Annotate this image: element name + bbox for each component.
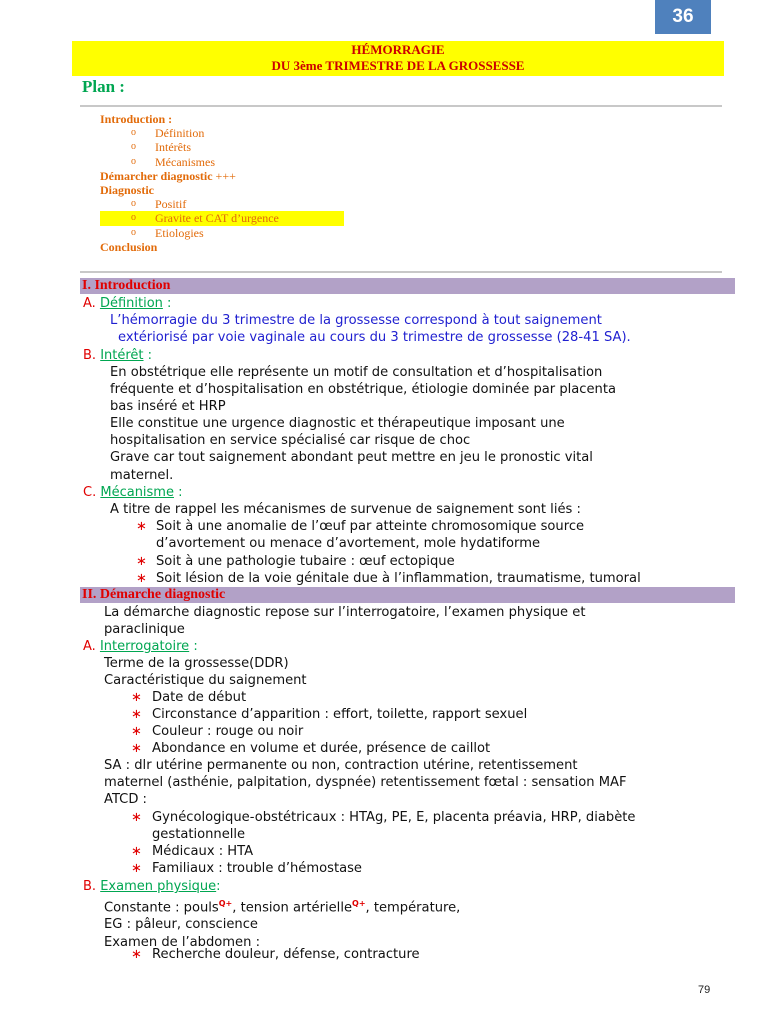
bullet-icon: o xyxy=(131,127,136,139)
asterisk-icon: ∗ xyxy=(131,707,142,722)
text-line: Elle constitue une urgence diagnostic et thérapeutique imposant une xyxy=(110,416,565,432)
divider xyxy=(80,105,722,107)
asterisk-icon: ∗ xyxy=(131,741,142,756)
subheading-interet xyxy=(83,347,152,364)
title-line-1: HÉMORRAGIE xyxy=(351,42,445,57)
toc-item-label: Intérêts xyxy=(155,140,191,155)
toc-diagnostic: Diagnostic xyxy=(100,183,154,198)
list-item: Date de début xyxy=(152,690,247,705)
subheading-name: Mécanisme xyxy=(100,485,174,500)
toc-item-label: Mécanismes xyxy=(155,154,215,169)
list-item xyxy=(152,809,635,843)
text-line: fréquente et d’hospitalisation en obstétrique, étiologie dominée par placenta xyxy=(110,382,617,398)
bullet-icon: o xyxy=(131,226,136,238)
subheading-letter: B. xyxy=(83,348,97,363)
section-heading-introduction: I. Introduction xyxy=(80,278,735,294)
toc-item xyxy=(100,226,344,240)
subheading-definition xyxy=(83,295,171,312)
toc-item-highlighted xyxy=(100,211,344,225)
section-heading-demarche: II. Démarche diagnostic xyxy=(80,587,735,603)
text-line: L’hémorragie du 3 trimestre de la grossesse correspond à tout saignement xyxy=(110,313,602,328)
text-line: Examen de l’abdomen : xyxy=(104,934,260,950)
subheading-name: Interrogatoire xyxy=(99,639,190,654)
text-line: EG : pâleur, conscience xyxy=(104,917,258,933)
list-item: Circonstance d’apparition : effort, toilette, rapport sexuel xyxy=(152,707,528,722)
page-badge: 36 xyxy=(655,0,711,34)
q-plus-mark: Q+ xyxy=(352,899,366,908)
list-item: Recherche douleur, défense, contracture xyxy=(152,947,420,962)
subheading-colon: : xyxy=(162,296,172,311)
divider xyxy=(80,271,722,273)
text-line: En obstétrique elle représente un motif de consultation et d’hospitalisation xyxy=(110,365,603,380)
asterisk-icon: ∗ xyxy=(131,690,142,705)
text-line: gestationnelle xyxy=(152,827,246,843)
asterisk-icon: ∗ xyxy=(131,810,142,825)
text-line: Gynécologique-obstétricaux : HTAg, PE, E, placenta préavia, HRP, diabète xyxy=(152,810,636,825)
asterisk-icon: ∗ xyxy=(131,861,142,876)
bullet-icon: o xyxy=(131,212,136,224)
subheading-letter: A. xyxy=(83,639,96,654)
toc-item-label: Gravite et CAT d’urgence xyxy=(155,211,279,226)
subheading-examen-physique xyxy=(83,878,221,895)
text-line: maternel. xyxy=(110,467,174,483)
title-banner xyxy=(72,41,724,76)
subheading-name: Définition xyxy=(99,296,163,311)
subheading-letter: C. xyxy=(83,485,97,500)
asterisk-icon: ∗ xyxy=(136,554,147,569)
asterisk-icon: ∗ xyxy=(136,571,147,586)
toc-item-label: Définition xyxy=(155,126,205,141)
text-fragment: , température, xyxy=(365,900,461,916)
text-line: Caractéristique du saignement xyxy=(104,673,307,689)
list-item: Soit à une pathologie tubaire : œuf ectopique xyxy=(156,554,455,569)
text-line: maternel (asthénie, palpitation, dyspnée) retentissement fœtal : sensation MAF xyxy=(104,775,627,791)
toc-item xyxy=(100,140,344,154)
subheading-colon: : xyxy=(189,639,198,654)
definition-text xyxy=(110,312,631,346)
subheading-interrogatoire xyxy=(83,638,198,655)
list-item: Couleur : rouge ou noir xyxy=(152,724,304,739)
toc-item-label: Etiologies xyxy=(155,225,204,240)
subheading-letter: B. xyxy=(83,879,97,894)
plan-heading: Plan : xyxy=(82,77,125,96)
list-item: Familiaux : trouble d’hémostase xyxy=(152,861,362,876)
bullet-icon: o xyxy=(131,198,136,210)
text-line: d’avortement ou menace d’avortement, mole hydatiforme xyxy=(156,536,541,552)
list-item: Médicaux : HTA xyxy=(152,844,254,859)
text-line: extériorisé par voie vaginale au cours du 3 trimestre de grossesse (28-41 SA). xyxy=(118,330,631,346)
subheading-mecanisme xyxy=(83,484,183,501)
subheading-name: Examen physique xyxy=(100,879,217,894)
text-line: ATCD : xyxy=(104,792,147,808)
text-line: SA : dlr utérine permanente ou non, contraction utérine, retentissement xyxy=(104,758,578,773)
list-item: Soit lésion de la voie génitale due à l’inflammation, traumatisme, tumoral xyxy=(156,571,641,586)
text-line: bas inséré et HRP xyxy=(110,399,226,415)
bullet-icon: o xyxy=(131,141,136,153)
mecanisme-intro: A titre de rappel les mécanismes de survenue de saignement sont liés : xyxy=(110,502,581,517)
toc-item xyxy=(100,155,344,169)
terme-text xyxy=(104,655,307,689)
sa-text xyxy=(104,757,627,808)
subheading-colon: : xyxy=(216,879,221,894)
toc-item xyxy=(100,197,344,211)
toc-demarche-mark: +++ xyxy=(212,168,236,183)
toc-item-label: Positif xyxy=(155,197,187,212)
text-line: Soit à une anomalie de l’œuf par atteinte chromosomique source xyxy=(156,519,585,534)
text-line: Grave car tout saignement abondant peut mettre en jeu le pronostic vital xyxy=(110,450,593,466)
asterisk-icon: ∗ xyxy=(131,947,142,962)
constante-text xyxy=(104,895,460,951)
toc-conclusion: Conclusion xyxy=(100,239,158,254)
subheading-colon: : xyxy=(173,485,183,500)
subheading-letter: A. xyxy=(83,296,96,311)
text-line: La démarche diagnostic repose sur l’interrogatoire, l’examen physique et xyxy=(104,605,586,620)
table-of-contents xyxy=(100,112,344,254)
text-fragment: Constante : pouls xyxy=(104,900,219,916)
asterisk-icon: ∗ xyxy=(131,724,142,739)
bullet-icon: o xyxy=(131,155,136,167)
title-line-2: DU 3ème TRIMESTRE DE LA GROSSESSE xyxy=(271,58,525,73)
text-line: Terme de la grossesse(DDR) xyxy=(104,656,289,671)
interet-text xyxy=(110,364,616,484)
text-line: paraclinique xyxy=(104,622,185,638)
list-item: Abondance en volume et durée, présence de caillot xyxy=(152,741,491,756)
list-item xyxy=(156,518,584,552)
subheading-name: Intérêt xyxy=(100,348,144,363)
toc-demarche xyxy=(100,169,344,183)
text-line: hospitalisation en service spécialisé car risque de choc xyxy=(110,433,471,449)
subheading-colon: : xyxy=(143,348,153,363)
q-plus-mark: Q+ xyxy=(218,899,233,908)
text-line xyxy=(104,895,460,916)
toc-demarche-label: Démarcher diagnostic xyxy=(100,168,213,183)
demarche-intro xyxy=(104,604,585,638)
text-fragment: , tension artérielle xyxy=(232,900,353,916)
asterisk-icon: ∗ xyxy=(131,844,142,859)
page-number: 79 xyxy=(698,984,711,996)
toc-item xyxy=(100,126,344,140)
asterisk-icon: ∗ xyxy=(136,519,147,534)
toc-introduction: Introduction : xyxy=(100,112,173,126)
